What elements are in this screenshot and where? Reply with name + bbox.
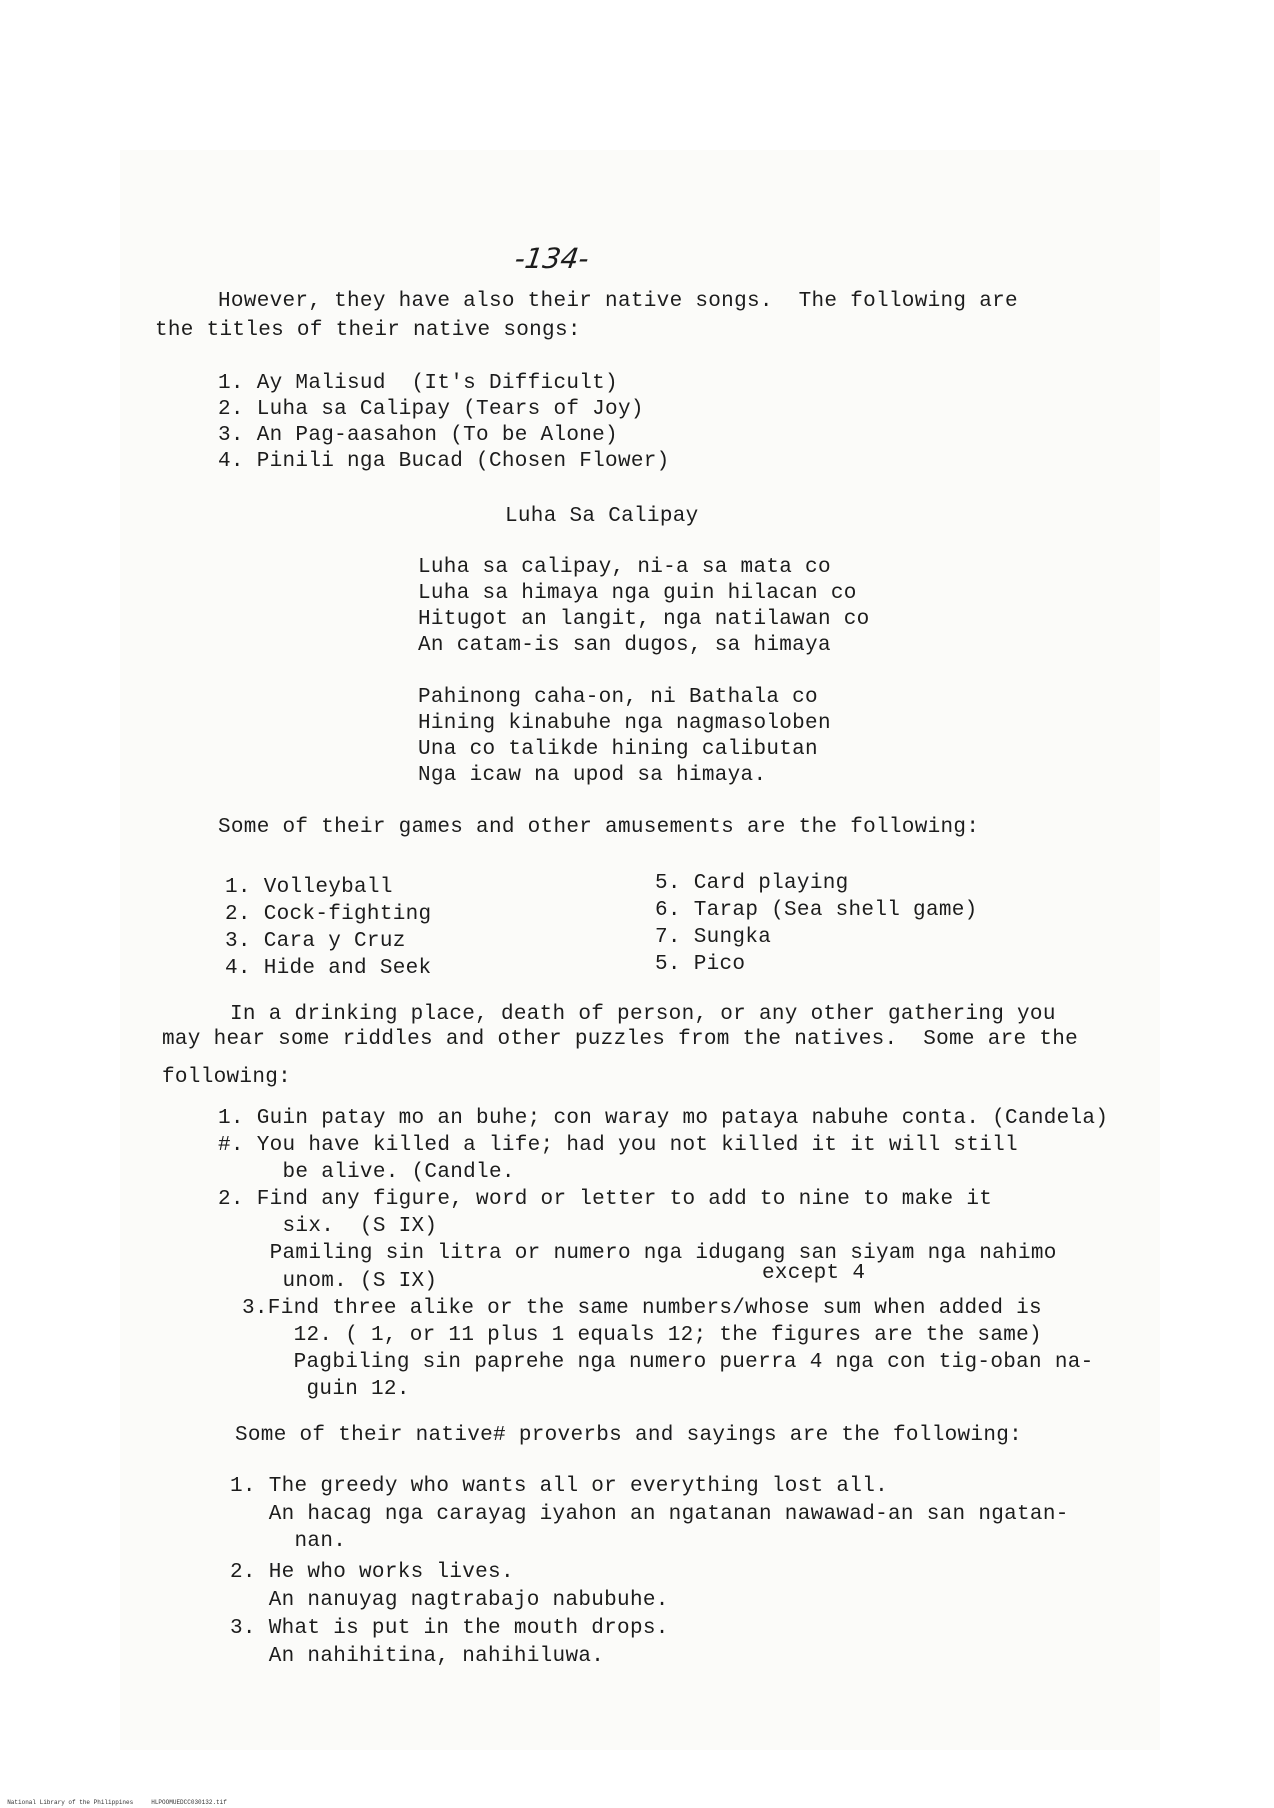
lyric-line: Una co talikde hining calibutan [418, 738, 818, 761]
lyric-line: An catam-is san dugos, sa himaya [418, 634, 831, 657]
footer-filename: HLPOOMUEDCC030132.tif [151, 1799, 227, 1806]
proverb-line: 1. The greedy who wants all or everything lost all. [230, 1475, 889, 1498]
song-item: 2. Luha sa Calipay (Tears of Joy) [218, 398, 644, 421]
proverb-line: 3. What is put in the mouth drops. [230, 1617, 669, 1640]
song-item: 1. Ay Malisud (It's Difficult) [218, 372, 618, 395]
proverb-line: An hacag nga carayag iyahon an ngatanan nawawad-an san ngatan- [230, 1503, 1069, 1526]
proverb-line: 2. He who works lives. [230, 1561, 514, 1584]
riddle-line: 12. ( 1, or 11 plus 1 equals 12; the figures are the same) [242, 1324, 1042, 1347]
song-title: Luha Sa Calipay [505, 505, 699, 528]
scan-footer [0, 1792, 245, 1806]
lyric-line: Hitugot an langit, nga natilawan co [418, 608, 870, 631]
game-item: 5. Pico [655, 953, 746, 976]
riddle-line: Pamiling sin litra or numero nga idugang san siyam nga nahimo [218, 1242, 1057, 1265]
page-number: -134- [512, 242, 591, 275]
riddle-note: except 4 [762, 1262, 866, 1285]
riddle-line: 2. Find any figure, word or letter to add to nine to make it [218, 1188, 993, 1211]
game-item: 7. Sungka [655, 926, 772, 949]
riddles-intro-line: In a drinking place, death of person, or any other gathering you [230, 1003, 1056, 1026]
proverb-line: An nanuyag nagtrabajo nabubuhe. [230, 1589, 669, 1612]
riddle-line: unom. (S IX) [218, 1270, 438, 1293]
riddle-line: 3.Find three alike or the same numbers/whose sum when added is [242, 1297, 1042, 1320]
riddle-line: guin 12. [242, 1378, 410, 1401]
intro-line-1: However, they have also their native songs. The following are [218, 290, 1018, 313]
song-item: 3. An Pag-aasahon (To be Alone) [218, 424, 618, 447]
riddle-line: six. (S IX) [218, 1215, 438, 1238]
games-intro: Some of their games and other amusements are the following: [218, 816, 980, 839]
lyric-line: Pahinong caha-on, ni Bathala co [418, 686, 818, 709]
lyric-line: Nga icaw na upod sa himaya. [418, 764, 767, 787]
proverb-line: nan. [230, 1530, 347, 1553]
riddle-line: 1. Guin patay mo an buhe; con waray mo pataya nabuhe conta. (Candela) [218, 1107, 1109, 1130]
proverbs-intro: Some of their native# proverbs and sayings are the following: [235, 1424, 1023, 1447]
game-item: 5. Card playing [655, 872, 849, 895]
intro-line-2: the titles of their native songs: [155, 319, 581, 342]
riddle-line: #. You have killed a life; had you not killed it it will still [218, 1134, 1018, 1157]
song-item: 4. Pinili nga Bucad (Chosen Flower) [218, 450, 670, 473]
game-item: 1. Volleyball [225, 876, 393, 899]
game-item: 3. Cara y Cruz [225, 930, 406, 953]
riddle-line: Pagbiling sin paprehe nga numero puerra 4 nga con tig-oban na- [242, 1351, 1094, 1374]
riddle-line: be alive. (Candle. [218, 1161, 515, 1184]
lyric-line: Hining kinabuhe nga nagmasoloben [418, 712, 831, 735]
lyric-line: Luha sa himaya nga guin hilacan co [418, 582, 857, 605]
riddles-intro-line: following: [162, 1066, 292, 1089]
game-item: 6. Tarap (Sea shell game) [655, 899, 978, 922]
proverb-line: An nahihitina, nahihiluwa. [230, 1645, 605, 1668]
footer-library: National Library of the Philippines [7, 1799, 134, 1806]
lyric-line: Luha sa calipay, ni-a sa mata co [418, 556, 831, 579]
riddles-intro-line: may hear some riddles and other puzzles from the natives. Some are the [162, 1028, 1079, 1051]
game-item: 2. Cock-fighting [225, 903, 432, 926]
game-item: 4. Hide and Seek [225, 957, 432, 980]
